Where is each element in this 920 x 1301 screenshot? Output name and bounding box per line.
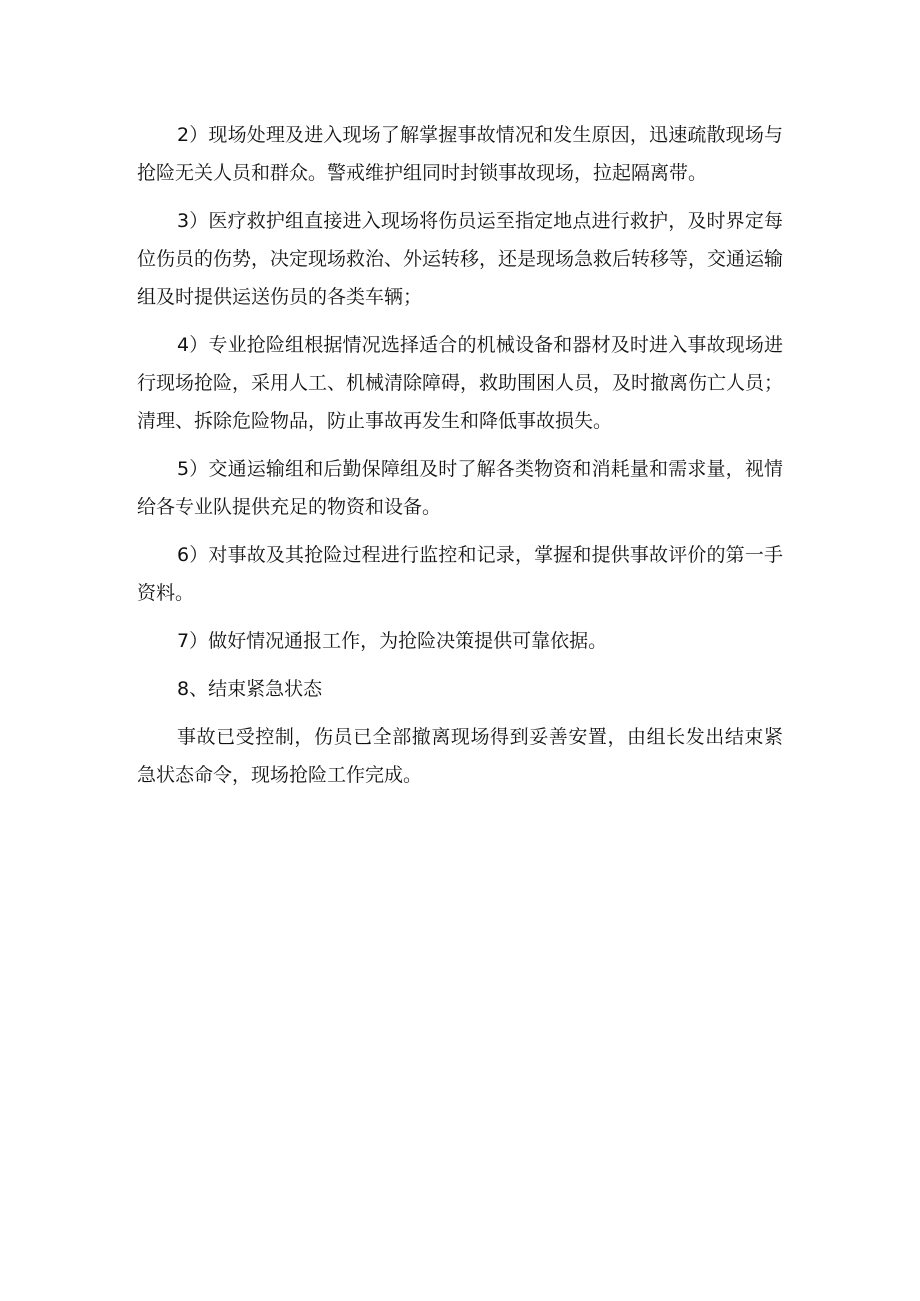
paragraph-end-emergency: 事故已受控制，伤员已全部撤离现场得到妥善安置，由组长发出结束紧急状态命令，现场抢险工作完成。 [137, 726, 783, 786]
paragraph-step-3: 3）医疗救护组直接进入现场将伤员运至指定地点进行救护，及时界定每位伤员的伤势，决定现场救治、外运转移，还是现场急救后转移等，交通运输组及时提供运送伤员的各类车辆； [137, 210, 784, 308]
paragraph-step-4: 4）专业抢险组根据情况选择适合的机械设备和器材及时进入事故现场进行现场抢险，采用人工、机械清除障碍，救助围困人员，及时撤离伤亡人员；清理、拆除危险物品，防止事故再发生和降低事故损失。 [137, 334, 784, 432]
paragraph-step-6: 6）对事故及其抢险过程进行监控和记录，掌握和提供事故评价的第一手资料。 [137, 544, 783, 604]
document-body [137, 116, 783, 804]
paragraph-step-2: 2）现场处理及进入现场了解掌握事故情况和发生原因，迅速疏散现场与抢险无关人员和群众。警戒维护组同时封锁事故现场，拉起隔离带。 [137, 124, 783, 184]
paragraph-step-5: 5）交通运输组和后勤保障组及时了解各类物资和消耗量和需求量，视情给各专业队提供充足的物资和设备。 [137, 458, 783, 518]
paragraph-step-7: 7）做好情况通报工作，为抢险决策提供可靠依据。 [177, 630, 608, 652]
section-heading-end-emergency: 8、结束紧急状态 [177, 678, 323, 700]
